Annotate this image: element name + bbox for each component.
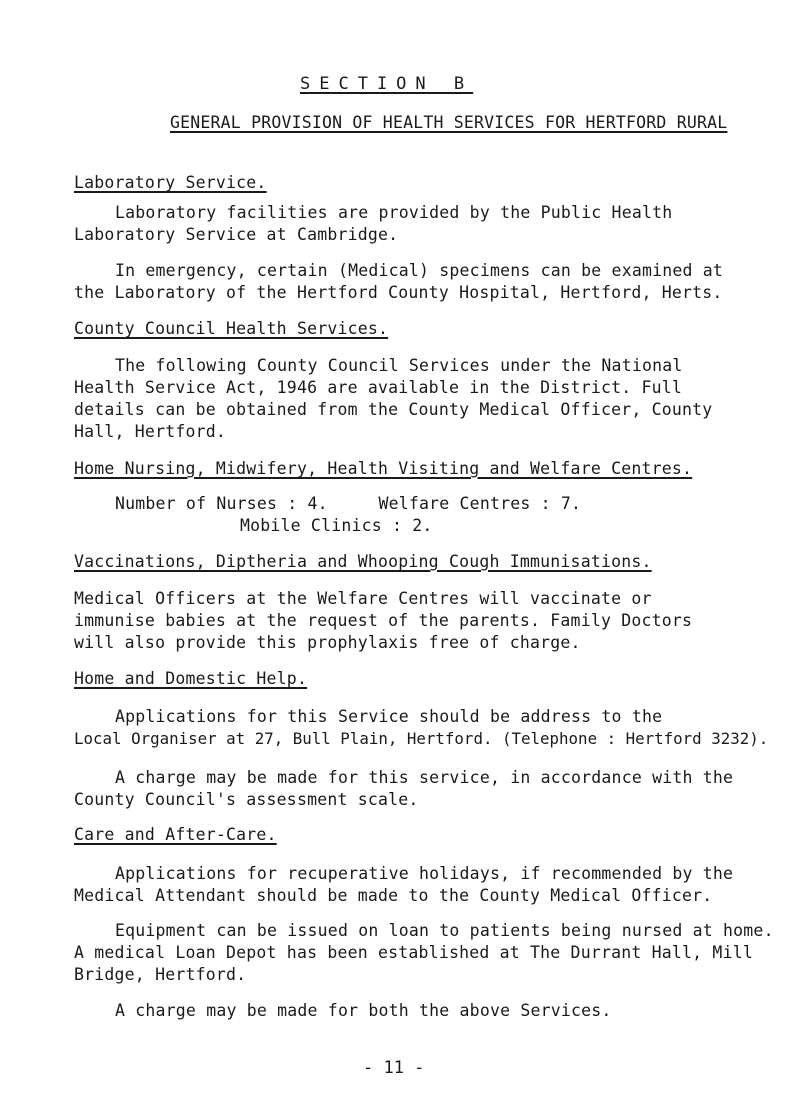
laboratory-text-line: the Laboratory of the Hertford County Hospital, Hertford, Herts. xyxy=(74,283,723,302)
page-title: GENERAL PROVISION OF HEALTH SERVICES FOR HERTFORD RURAL xyxy=(170,113,728,132)
care-text-line: A medical Loan Depot has been established at The Durrant Hall, Mill xyxy=(74,943,753,962)
mobile-clinics-line: Mobile Clinics : 2. xyxy=(240,516,433,535)
domestic-text-line: County Council's assessment scale. xyxy=(74,790,419,809)
county-text-line: The following County Council Services under the National xyxy=(115,356,683,375)
vaccinations-text-line: Medical Officers at the Welfare Centres will vaccinate or xyxy=(74,589,652,608)
county-text-line: Hall, Hertford. xyxy=(74,422,227,441)
domestic-text-line: Applications for this Service should be address to the xyxy=(115,707,663,726)
county-heading: County Council Health Services. xyxy=(74,319,389,338)
laboratory-text-line: Laboratory Service at Cambridge. xyxy=(74,225,399,244)
care-heading: Care and After-Care. xyxy=(74,825,277,844)
care-text-line: Bridge, Hertford. xyxy=(74,965,247,984)
section-title: SECTION B xyxy=(300,74,474,94)
vaccinations-text-line: immunise babies at the request of the parents. Family Doctors xyxy=(74,611,693,630)
vaccinations-text-line: will also provide this prophylaxis free of charge. xyxy=(74,633,581,652)
domestic-heading: Home and Domestic Help. xyxy=(74,669,308,688)
laboratory-heading: Laboratory Service. xyxy=(74,173,267,192)
county-text-line: details can be obtained from the County Medical Officer, County xyxy=(74,400,713,419)
domestic-text-line: A charge may be made for this service, in accordance with the xyxy=(115,768,734,787)
page-number: - 11 - xyxy=(363,1058,425,1078)
nursing-counts-line: Number of Nurses : 4. Welfare Centres : 7. xyxy=(115,494,582,513)
care-text-line: Equipment can be issued on loan to patients being nursed at home. xyxy=(115,921,774,940)
county-text-line: Health Service Act, 1946 are available in the District. Full xyxy=(74,378,683,397)
laboratory-text-line: In emergency, certain (Medical) specimens can be examined at xyxy=(115,261,724,280)
laboratory-text-line: Laboratory facilities are provided by the Public Health xyxy=(115,203,673,222)
care-text-line: A charge may be made for both the above Services. xyxy=(115,1001,612,1020)
care-text-line: Medical Attendant should be made to the County Medical Officer. xyxy=(74,886,713,905)
care-text-line: Applications for recuperative holidays, if recommended by the xyxy=(115,864,734,883)
domestic-text-line: Local Organiser at 27, Bull Plain, Hertford. (Telephone : Hertford 3232). xyxy=(74,729,769,748)
vaccinations-heading: Vaccinations, Diptheria and Whooping Cough Immunisations. xyxy=(74,552,652,571)
nursing-heading: Home Nursing, Midwifery, Health Visiting and Welfare Centres. xyxy=(74,459,693,478)
